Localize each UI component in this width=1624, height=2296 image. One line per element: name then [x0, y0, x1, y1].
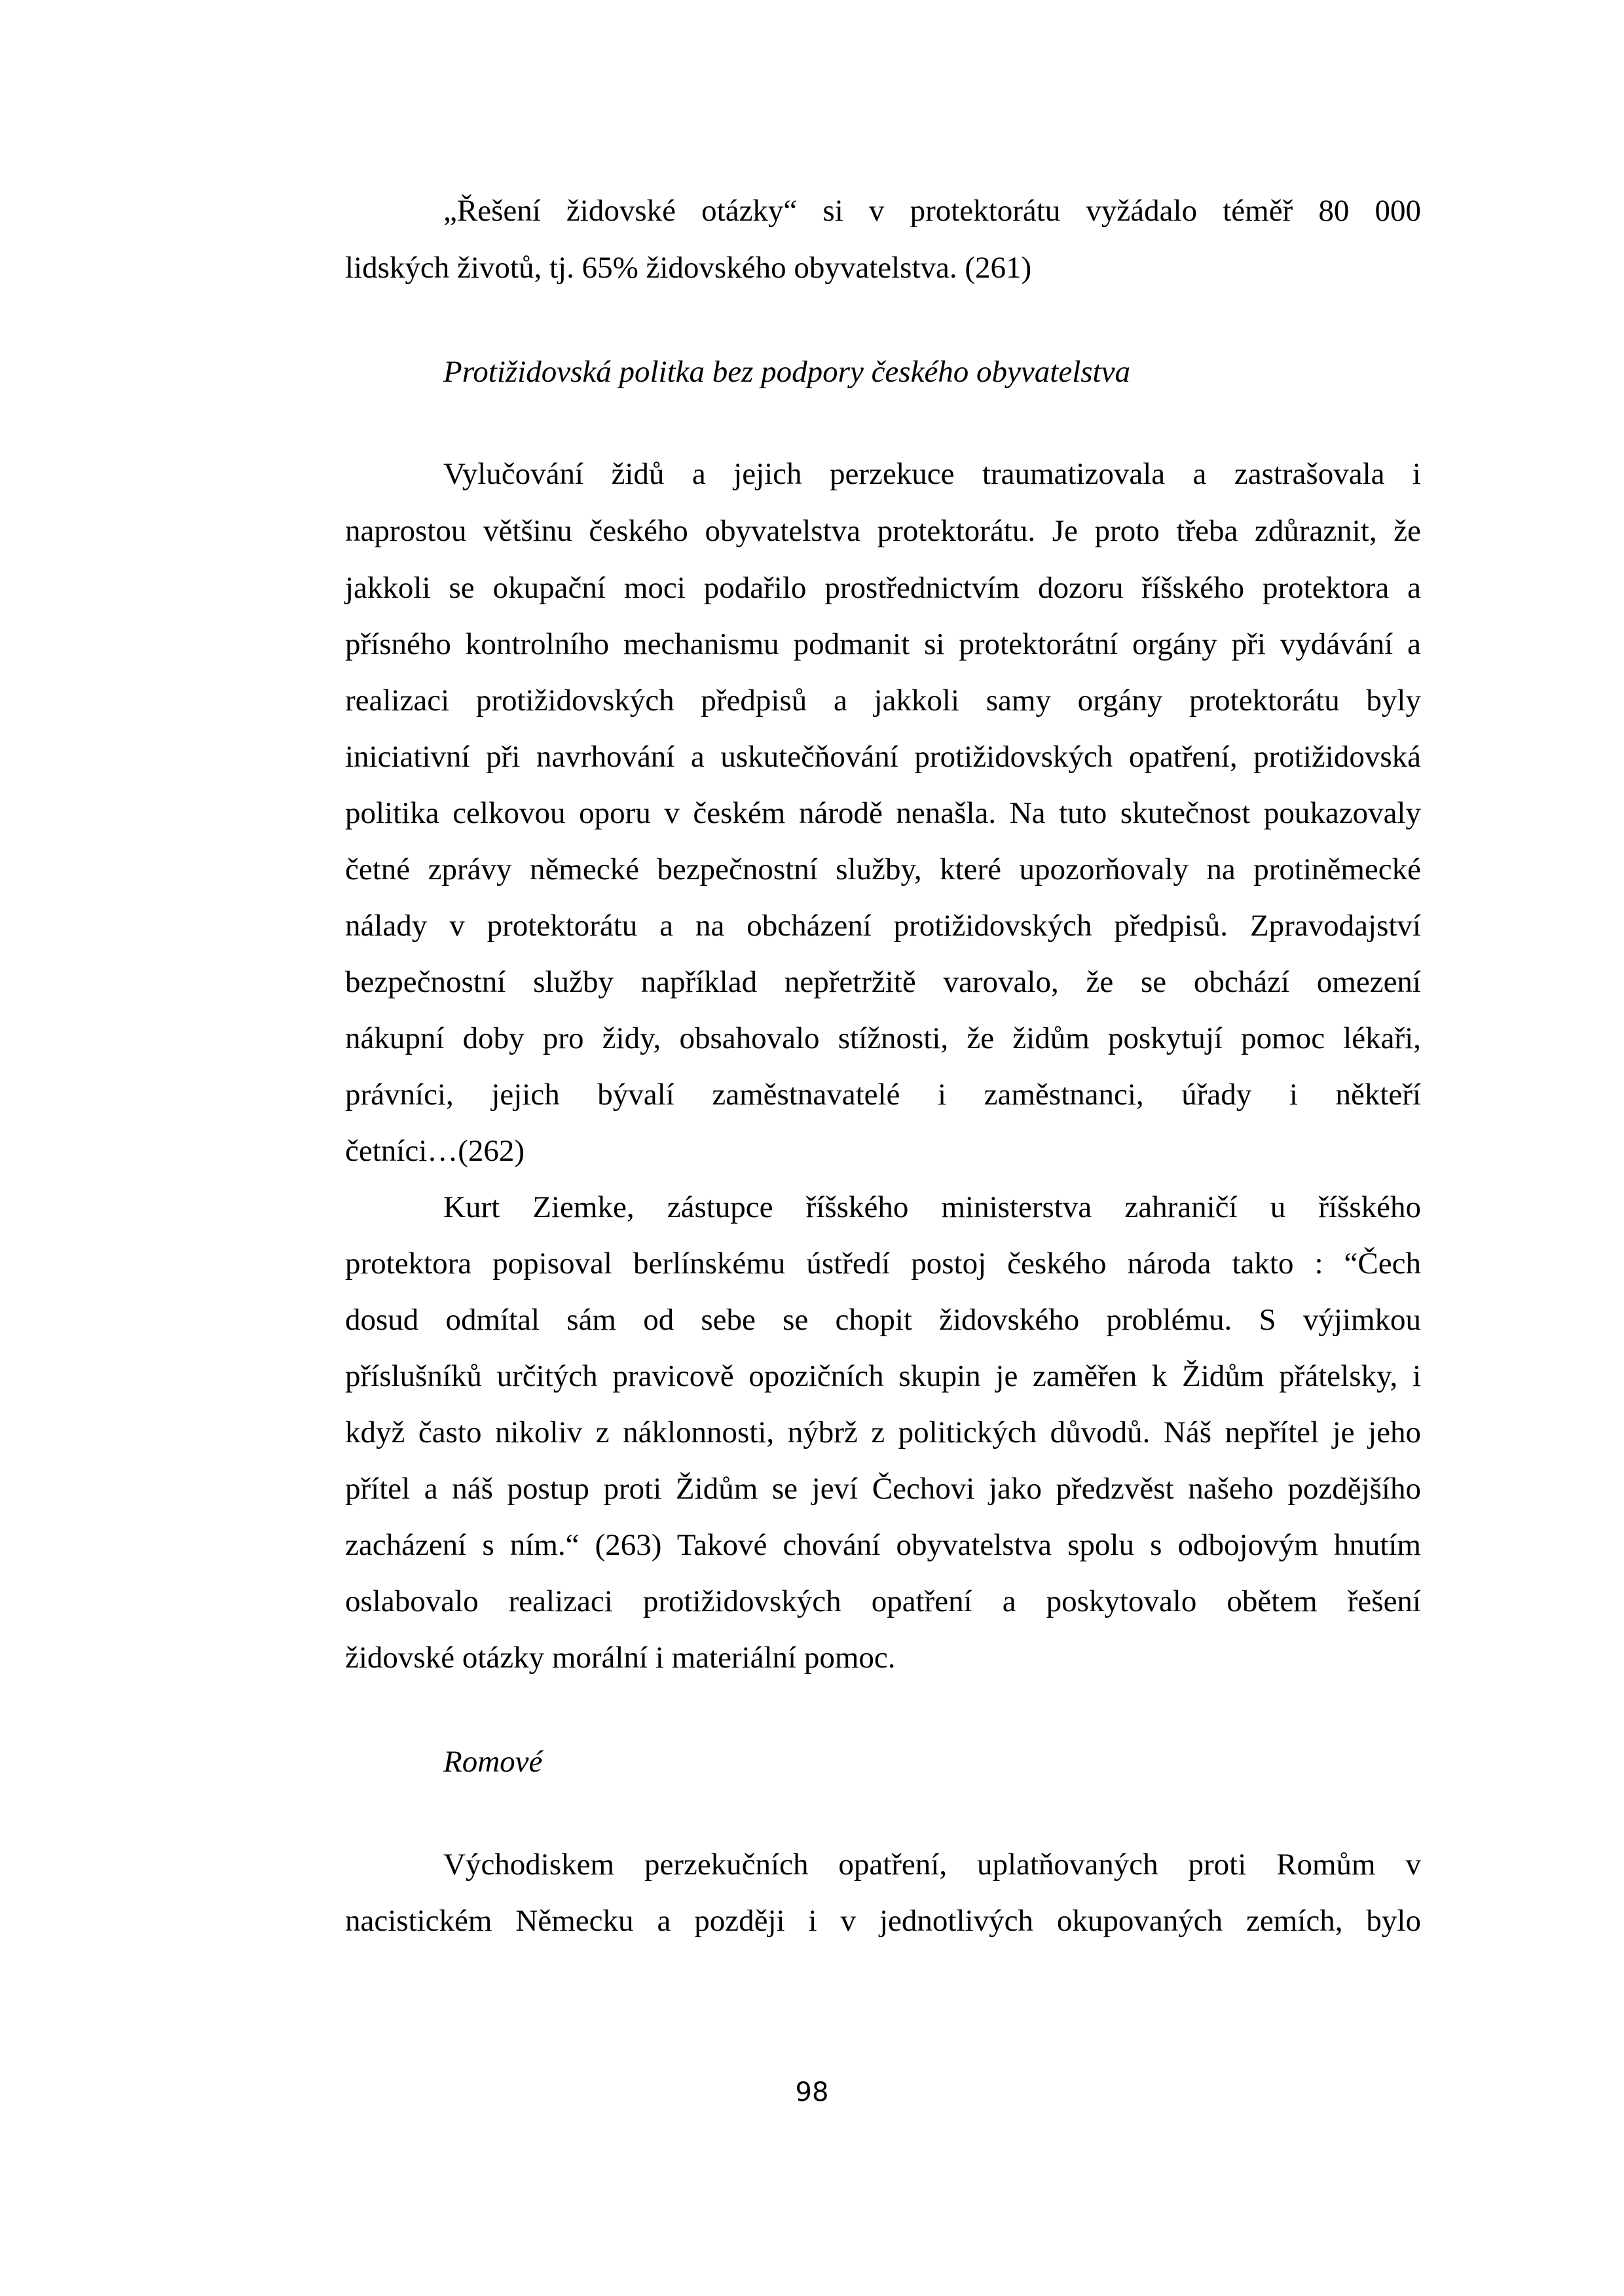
- paragraph-line: jakkoli se okupační moci podařilo prostřednictvím dozoru říšského protektora a: [345, 571, 1421, 605]
- section-heading: Romové: [443, 1745, 543, 1779]
- paragraph-line: nákupní doby pro židy, obsahovalo stížnosti, že židům poskytují pomoc lékaři,: [345, 1021, 1421, 1055]
- paragraph-line: příslušníků určitých pravicově opozičních skupin je zaměřen k Židům přátelsky, i: [345, 1359, 1421, 1393]
- paragraph-line: dosud odmítal sám od sebe se chopit židovského problému. S výjimkou: [345, 1303, 1421, 1337]
- section-heading: Protižidovská politka bez podpory českého obyvatelstva: [443, 355, 1130, 389]
- paragraph-line: Vylučování židů a jejich perzekuce traumatizovala a zastrašovala i: [443, 457, 1421, 491]
- page-number: 98: [795, 2077, 829, 2107]
- paragraph-line: bezpečnostní služby například nepřetržitě varovalo, že se obchází omezení: [345, 965, 1421, 999]
- paragraph-line: četníci…(262): [345, 1134, 525, 1168]
- paragraph-line: protektora popisoval berlínskému ústředí postoj českého národa takto : “Čech: [345, 1247, 1421, 1281]
- paragraph-line: nálady v protektorátu a na obcházení protižidovských předpisů. Zpravodajství: [345, 909, 1421, 943]
- paragraph-line: když často nikoliv z náklonnosti, nýbrž z politických důvodů. Náš nepřítel je jeho: [345, 1415, 1421, 1449]
- paragraph-line: lidských životů, tj. 65% židovského obyvatelstva. (261): [345, 251, 1032, 285]
- paragraph-line: iniciativní při navrhování a uskutečňování protižidovských opatření, protižidovská: [345, 740, 1421, 774]
- paragraph-line: přítel a náš postup proti Židům se jeví Čechovi jako předzvěst našeho pozdějšího: [345, 1472, 1421, 1506]
- paragraph-line: zacházení s ním.“ (263) Takové chování obyvatelstva spolu s odbojovým hnutím: [345, 1528, 1421, 1562]
- paragraph-line: oslabovalo realizaci protižidovských opatření a poskytovalo obětem řešení: [345, 1584, 1421, 1618]
- paragraph-line: realizaci protižidovských předpisů a jakkoli samy orgány protektorátu byly: [345, 683, 1421, 718]
- paragraph-line: Kurt Ziemke, zástupce říšského ministerstva zahraničí u říšského: [443, 1190, 1421, 1224]
- paragraph-line: četné zprávy německé bezpečnostní služby, které upozorňovaly na protiněmecké: [345, 852, 1421, 886]
- paragraph-line: židovské otázky morální i materiální pomoc.: [345, 1641, 896, 1675]
- paragraph-line: naprostou většinu českého obyvatelstva protektorátu. Je proto třeba zdůraznit, že: [345, 514, 1421, 548]
- paragraph-line: „Řešení židovské otázky“ si v protektorátu vyžádalo téměř 80 000: [443, 194, 1421, 228]
- paragraph-line: přísného kontrolního mechanismu podmanit si protektorátní orgány při vydávání a: [345, 627, 1421, 661]
- paragraph-line: právníci, jejich bývalí zaměstnavatelé i zaměstnanci, úřady i někteří: [345, 1078, 1421, 1112]
- paragraph-line: Východiskem perzekučních opatření, uplatňovaných proti Romům v: [443, 1848, 1421, 1882]
- paragraph-line: nacistickém Německu a později i v jednotlivých okupovaných zemích, bylo: [345, 1904, 1421, 1938]
- paragraph-line: politika celkovou oporu v českém národě nenašla. Na tuto skutečnost poukazovaly: [345, 796, 1421, 830]
